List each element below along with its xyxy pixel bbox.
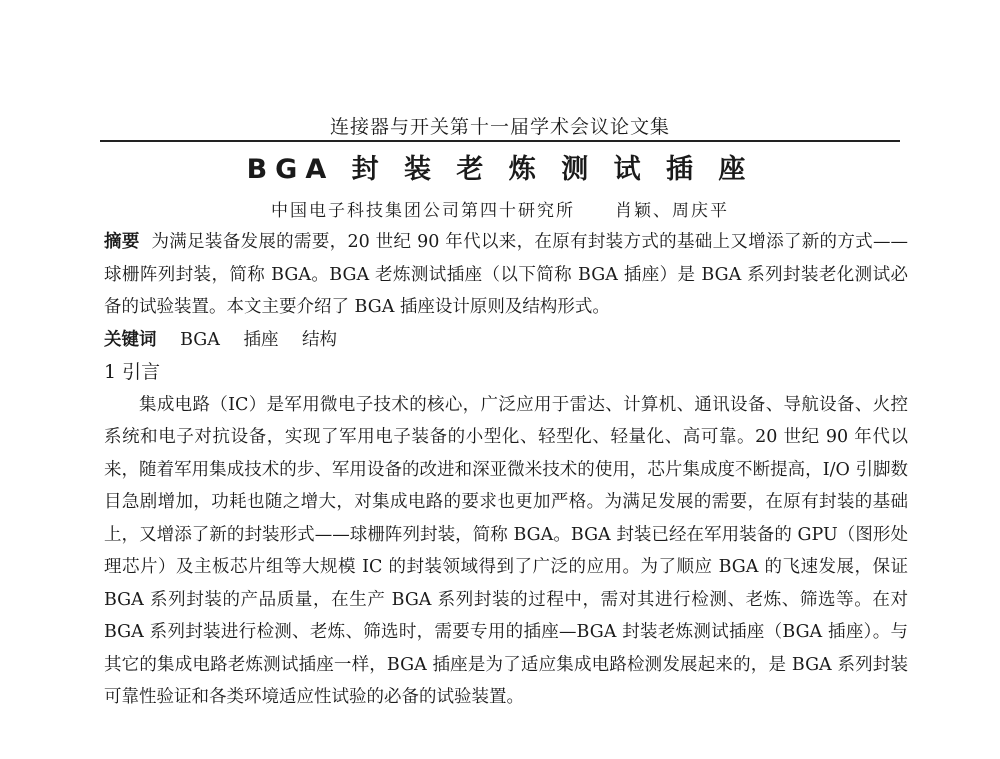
article-title: BGA 封 装 老 炼 测 试 插 座 [246,154,754,185]
abstract-label: 摘要 [104,232,140,252]
running-header: 连接器与开关第十一届学术会议论文集 [329,116,670,138]
keywords-label: 关键词 [104,329,157,350]
abstract [104,226,908,324]
authors: 肖颖、周庆平 [615,201,729,221]
section-heading: 1 引言 [104,361,161,383]
keyword-item: 插座 [243,329,279,350]
section-paragraph: 集成电路（IC）是军用微电子技术的核心，广泛应用于雷达、计算机、通讯设备、导航设备、火控系统和电子对抗设备，实现了军用电子装备的小型化、轻型化、轻量化、高可靠。20 世纪 90 年代以来，随着军用集成技术的步、军用设备的改进和深亚微米技术的使用，芯片集成度不断提高，I/O 引脚数目急剧增加，功耗也随之增大，对集成电路的要求也更加严格。为满足发展的需要，在原有封装的基础上，又增添了新的封装形式——球栅阵列封装，简称 BGA。BGA 封装已经在军用装备的 GPU（图形处理芯片）及主板芯片组等大规模 IC 的封装领域得到了广泛的应用。为了顺应 BGA 的飞速发展，保证 BGA 系列封装的产品质量，在生产 BGA 系列封装的过程中，需对其进行检测、老炼、筛选等。在对 BGA 系列封装进行检测、老炼、筛选时，需要专用的插座—BGA 封装老炼测试插座（BGA 插座）。与其它的集成电路老炼测试插座一样，BGA 插座是为了适应集成电路检测发展起来的，是 BGA 系列封装可靠性验证和各类环境适应性试验的必备的试验装置。 [104,394,908,707]
keyword-item: 结构 [302,329,338,350]
body-text [104,226,908,714]
header-rule [100,140,900,142]
abstract-text: 为满足装备发展的需要，20 世纪 90 年代以来，在原有封装方式的基础上又增添了新的方式——球栅阵列封装，简称 BGA。BGA 老炼测试插座（以下简称 BGA 插座）是 BGA 系列封装老化测试必备的试验装置。本文主要介绍了 BGA 插座设计原则及结构形式。 [104,232,908,317]
keywords [104,324,908,357]
byline [100,196,900,221]
affiliation: 中国电子科技集团公司第四十研究所 [271,201,575,221]
keyword-item: BGA [180,329,220,350]
